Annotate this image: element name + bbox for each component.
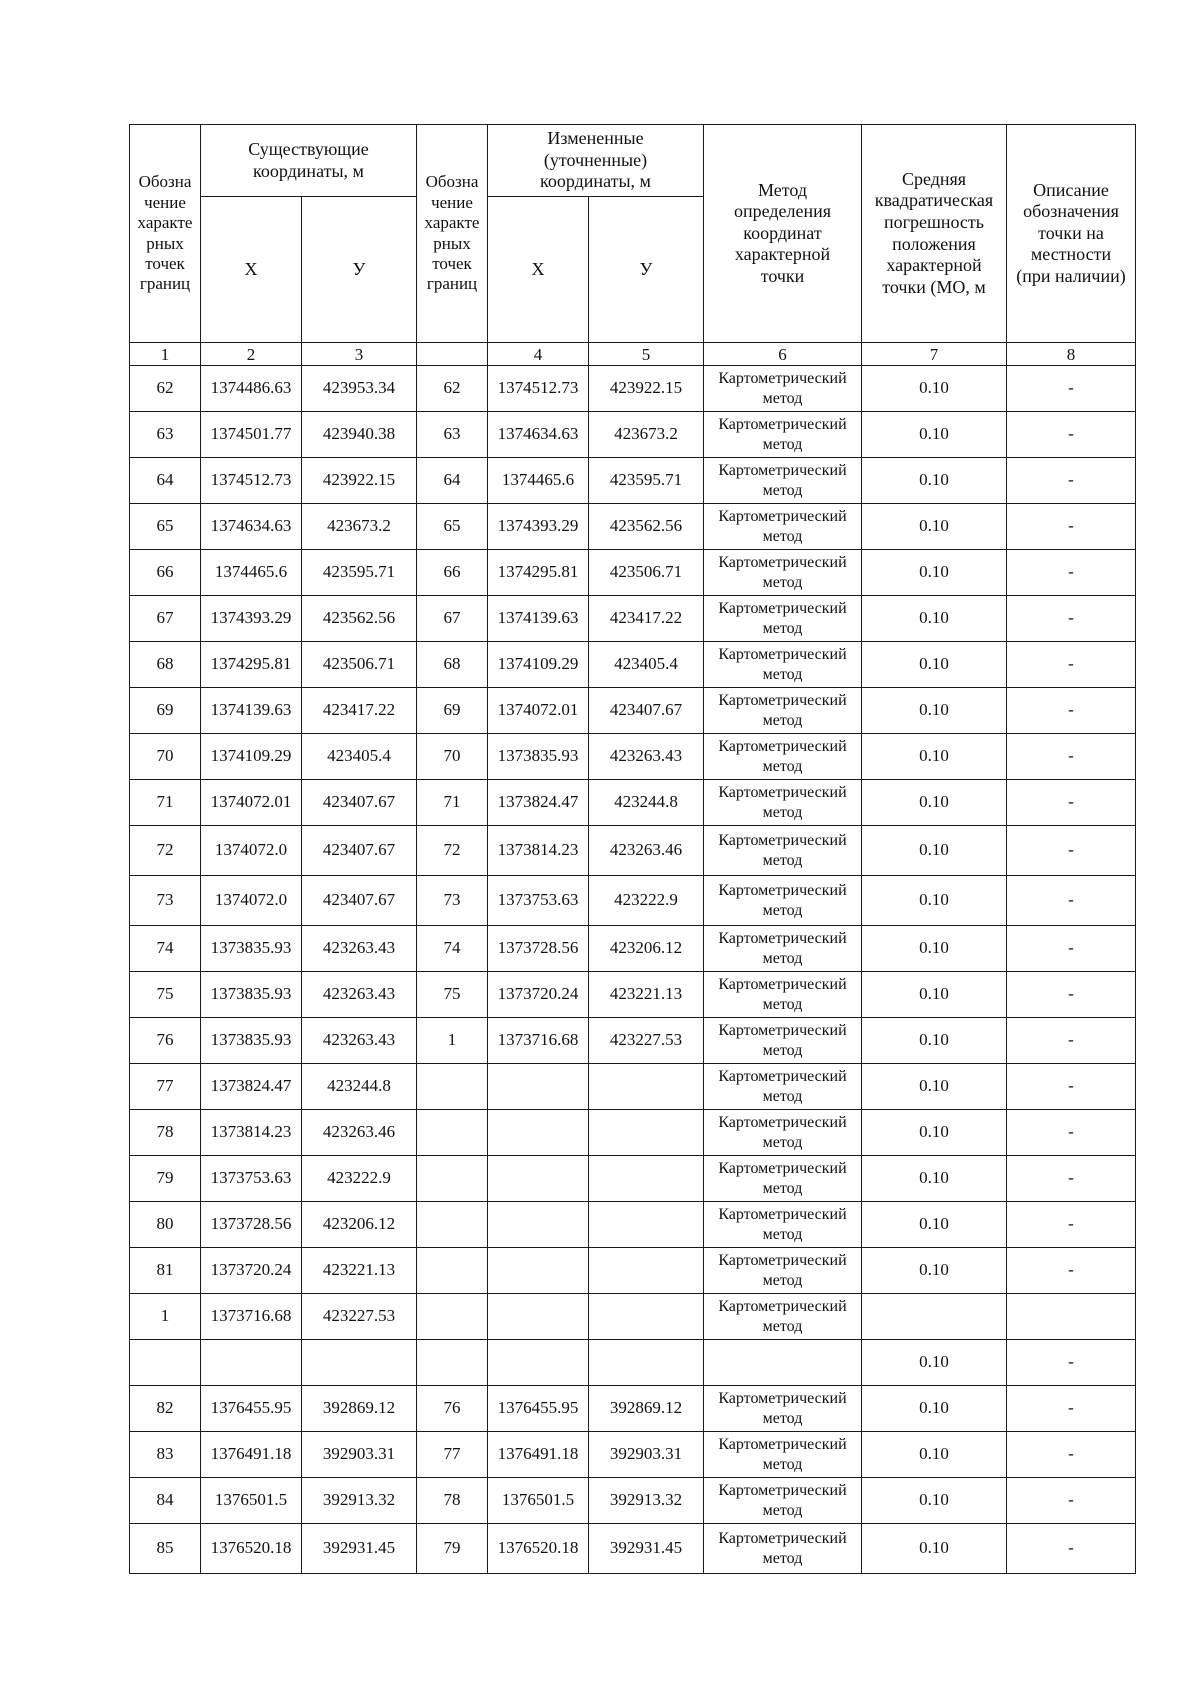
table-row (130, 366, 1136, 412)
mean-error-value: 0.10 (862, 642, 1007, 688)
point-number-before: 62 (130, 366, 201, 412)
table-row (130, 780, 1136, 826)
existing-y-value (302, 1340, 417, 1386)
point-number-after (417, 1294, 488, 1340)
description-value: - (1007, 1110, 1136, 1156)
point-number-after (417, 1248, 488, 1294)
mean-error-value: 0.10 (862, 1064, 1007, 1110)
description-value: - (1007, 366, 1136, 412)
table-row (130, 550, 1136, 596)
mean-error-value: 0.10 (862, 458, 1007, 504)
mean-error-value: 0.10 (862, 972, 1007, 1018)
changed-x-value: 1376491.18 (488, 1432, 589, 1478)
mean-error-value: 0.10 (862, 1248, 1007, 1294)
header-existing-y: У (302, 197, 417, 343)
point-number-before: 63 (130, 412, 201, 458)
point-number-after (417, 1064, 488, 1110)
mean-error-value: 0.10 (862, 1110, 1007, 1156)
description-value (1007, 1294, 1136, 1340)
changed-y-value: 423922.15 (589, 366, 704, 412)
description-value: - (1007, 642, 1136, 688)
changed-y-value: 392869.12 (589, 1386, 704, 1432)
changed-x-value (488, 1156, 589, 1202)
existing-x-value: 1374465.6 (201, 550, 302, 596)
existing-y-value: 423227.53 (302, 1294, 417, 1340)
point-number-before: 71 (130, 780, 201, 826)
mean-error-value: 0.10 (862, 1524, 1007, 1574)
point-number-before: 85 (130, 1524, 201, 1574)
table-row (130, 642, 1136, 688)
table-body (130, 366, 1136, 1574)
header-changed-coords: Измененные (уточненные) координаты, м (488, 125, 704, 197)
description-value: - (1007, 1018, 1136, 1064)
changed-x-value: 1376455.95 (488, 1386, 589, 1432)
mean-error-value: 0.10 (862, 780, 1007, 826)
column-number: 4 (488, 343, 589, 366)
table-row (130, 504, 1136, 550)
existing-x-value: 1374634.63 (201, 504, 302, 550)
column-number (417, 343, 488, 366)
point-number-after: 65 (417, 504, 488, 550)
table-row (130, 1248, 1136, 1294)
changed-x-value: 1374512.73 (488, 366, 589, 412)
point-number-before: 68 (130, 642, 201, 688)
existing-y-value: 423953.34 (302, 366, 417, 412)
column-number: 6 (704, 343, 862, 366)
method-value: Картометрический метод (704, 1110, 862, 1156)
table-row (130, 1340, 1136, 1386)
existing-y-value: 423263.43 (302, 926, 417, 972)
existing-y-value: 423417.22 (302, 688, 417, 734)
method-value: Картометрический метод (704, 1432, 862, 1478)
changed-y-value (589, 1110, 704, 1156)
changed-y-value: 423206.12 (589, 926, 704, 972)
existing-x-value: 1374501.77 (201, 412, 302, 458)
changed-y-value: 423244.8 (589, 780, 704, 826)
point-number-before: 82 (130, 1386, 201, 1432)
changed-x-value (488, 1248, 589, 1294)
method-value: Картометрический метод (704, 826, 862, 876)
table-row (130, 876, 1136, 926)
method-value: Картометрический метод (704, 642, 862, 688)
changed-x-value: 1373720.24 (488, 972, 589, 1018)
description-value: - (1007, 780, 1136, 826)
existing-x-value: 1376501.5 (201, 1478, 302, 1524)
description-value: - (1007, 412, 1136, 458)
point-number-after: 76 (417, 1386, 488, 1432)
header-changed-x: X (488, 197, 589, 343)
description-value: - (1007, 1248, 1136, 1294)
point-number-after: 63 (417, 412, 488, 458)
point-number-after: 78 (417, 1478, 488, 1524)
changed-y-value: 423417.22 (589, 596, 704, 642)
existing-y-value: 423407.67 (302, 876, 417, 926)
table-row (130, 926, 1136, 972)
method-value: Картометрический метод (704, 458, 862, 504)
point-number-before: 76 (130, 1018, 201, 1064)
changed-y-value: 423595.71 (589, 458, 704, 504)
point-number-before: 66 (130, 550, 201, 596)
table-row (130, 1064, 1136, 1110)
point-number-after: 74 (417, 926, 488, 972)
existing-y-value: 392903.31 (302, 1432, 417, 1478)
table-row (130, 1202, 1136, 1248)
changed-y-value: 392903.31 (589, 1432, 704, 1478)
description-value: - (1007, 1156, 1136, 1202)
point-number-after: 68 (417, 642, 488, 688)
changed-x-value: 1373814.23 (488, 826, 589, 876)
changed-y-value: 423562.56 (589, 504, 704, 550)
point-number-before: 80 (130, 1202, 201, 1248)
method-value: Картометрический метод (704, 926, 862, 972)
mean-error-value: 0.10 (862, 366, 1007, 412)
method-value: Картометрический метод (704, 876, 862, 926)
description-value: - (1007, 826, 1136, 876)
changed-x-value (488, 1340, 589, 1386)
point-number-before: 73 (130, 876, 201, 926)
method-value: Картометрический метод (704, 734, 862, 780)
point-number-before: 1 (130, 1294, 201, 1340)
changed-x-value: 1374295.81 (488, 550, 589, 596)
existing-y-value: 423244.8 (302, 1064, 417, 1110)
changed-y-value: 423227.53 (589, 1018, 704, 1064)
method-value: Картометрический метод (704, 412, 862, 458)
changed-y-value: 423407.67 (589, 688, 704, 734)
existing-x-value: 1373835.93 (201, 926, 302, 972)
description-value: - (1007, 926, 1136, 972)
column-number-row (130, 343, 1136, 366)
changed-y-value: 423263.46 (589, 826, 704, 876)
point-number-before: 70 (130, 734, 201, 780)
mean-error-value: 0.10 (862, 1386, 1007, 1432)
changed-x-value (488, 1110, 589, 1156)
description-value: - (1007, 458, 1136, 504)
changed-y-value (589, 1156, 704, 1202)
table-row (130, 1110, 1136, 1156)
method-value: Картометрический метод (704, 596, 862, 642)
existing-y-value: 423221.13 (302, 1248, 417, 1294)
table-row (130, 826, 1136, 876)
table-row (130, 734, 1136, 780)
description-value: - (1007, 1478, 1136, 1524)
method-value: Картометрический метод (704, 504, 862, 550)
changed-x-value (488, 1202, 589, 1248)
changed-x-value: 1373824.47 (488, 780, 589, 826)
existing-x-value: 1373753.63 (201, 1156, 302, 1202)
mean-error-value: 0.10 (862, 1478, 1007, 1524)
changed-x-value: 1373753.63 (488, 876, 589, 926)
changed-y-value (589, 1202, 704, 1248)
changed-y-value: 392931.45 (589, 1524, 704, 1574)
changed-y-value (589, 1294, 704, 1340)
point-number-after (417, 1156, 488, 1202)
point-number-before: 67 (130, 596, 201, 642)
description-value: - (1007, 1202, 1136, 1248)
changed-x-value: 1373835.93 (488, 734, 589, 780)
point-number-after: 79 (417, 1524, 488, 1574)
mean-error-value: 0.10 (862, 412, 1007, 458)
point-number-after: 77 (417, 1432, 488, 1478)
mean-error-value: 0.10 (862, 1018, 1007, 1064)
header-mean-error: Средняя квадратическая погрешность положения характерной точки (МО, м (862, 125, 1007, 343)
changed-x-value: 1376520.18 (488, 1524, 589, 1574)
existing-y-value: 423407.67 (302, 826, 417, 876)
point-number-after: 71 (417, 780, 488, 826)
changed-x-value: 1374139.63 (488, 596, 589, 642)
existing-x-value: 1374072.01 (201, 780, 302, 826)
mean-error-value: 0.10 (862, 826, 1007, 876)
existing-y-value: 423263.43 (302, 972, 417, 1018)
mean-error-value: 0.10 (862, 550, 1007, 596)
table-row (130, 972, 1136, 1018)
changed-x-value: 1374109.29 (488, 642, 589, 688)
point-number-before: 84 (130, 1478, 201, 1524)
existing-x-value: 1373824.47 (201, 1064, 302, 1110)
point-number-before: 69 (130, 688, 201, 734)
description-value: - (1007, 1524, 1136, 1574)
header-changed-y: У (589, 197, 704, 343)
existing-y-value: 423206.12 (302, 1202, 417, 1248)
description-value: - (1007, 688, 1136, 734)
description-value: - (1007, 550, 1136, 596)
point-number-after: 70 (417, 734, 488, 780)
column-number: 7 (862, 343, 1007, 366)
method-value: Картометрический метод (704, 1064, 862, 1110)
existing-y-value: 392869.12 (302, 1386, 417, 1432)
changed-y-value: 423263.43 (589, 734, 704, 780)
changed-x-value: 1373728.56 (488, 926, 589, 972)
mean-error-value: 0.10 (862, 504, 1007, 550)
changed-y-value: 423673.2 (589, 412, 704, 458)
point-number-after: 73 (417, 876, 488, 926)
table-row (130, 412, 1136, 458)
description-value: - (1007, 596, 1136, 642)
changed-x-value: 1376501.5 (488, 1478, 589, 1524)
table-row (130, 1432, 1136, 1478)
method-value: Картометрический метод (704, 1524, 862, 1574)
method-value: Картометрический метод (704, 1018, 862, 1064)
mean-error-value: 0.10 (862, 734, 1007, 780)
table-row (130, 596, 1136, 642)
existing-y-value: 423940.38 (302, 412, 417, 458)
point-number-before: 81 (130, 1248, 201, 1294)
existing-x-value: 1373835.93 (201, 1018, 302, 1064)
point-number-after (417, 1340, 488, 1386)
method-value: Картометрический метод (704, 1156, 862, 1202)
header-method: Метод определения координат характерной точки (704, 125, 862, 343)
table-row (130, 458, 1136, 504)
changed-y-value: 392913.32 (589, 1478, 704, 1524)
mean-error-value: 0.10 (862, 926, 1007, 972)
point-number-before: 72 (130, 826, 201, 876)
point-number-before: 79 (130, 1156, 201, 1202)
point-number-after: 66 (417, 550, 488, 596)
method-value (704, 1340, 862, 1386)
point-number-after (417, 1110, 488, 1156)
existing-y-value: 423405.4 (302, 734, 417, 780)
changed-y-value (589, 1064, 704, 1110)
existing-x-value: 1374109.29 (201, 734, 302, 780)
mean-error-value: 0.10 (862, 596, 1007, 642)
existing-x-value: 1374072.0 (201, 876, 302, 926)
changed-y-value: 423222.9 (589, 876, 704, 926)
point-number-before (130, 1340, 201, 1386)
method-value: Картометрический метод (704, 366, 862, 412)
changed-x-value: 1373716.68 (488, 1018, 589, 1064)
description-value: - (1007, 876, 1136, 926)
existing-y-value: 423595.71 (302, 550, 417, 596)
mean-error-value: 0.10 (862, 1432, 1007, 1478)
table-row (130, 1524, 1136, 1574)
existing-x-value: 1374139.63 (201, 688, 302, 734)
mean-error-value: 0.10 (862, 1340, 1007, 1386)
existing-y-value: 423922.15 (302, 458, 417, 504)
changed-x-value (488, 1064, 589, 1110)
column-number: 1 (130, 343, 201, 366)
method-value: Картометрический метод (704, 1478, 862, 1524)
point-number-before: 83 (130, 1432, 201, 1478)
mean-error-value (862, 1294, 1007, 1340)
method-value: Картометрический метод (704, 1386, 862, 1432)
changed-y-value (589, 1248, 704, 1294)
existing-x-value: 1373716.68 (201, 1294, 302, 1340)
point-number-after: 1 (417, 1018, 488, 1064)
method-value: Картометрический метод (704, 1202, 862, 1248)
point-number-before: 74 (130, 926, 201, 972)
existing-x-value (201, 1340, 302, 1386)
method-value: Картометрический метод (704, 688, 862, 734)
column-number: 2 (201, 343, 302, 366)
description-value: - (1007, 972, 1136, 1018)
point-number-before: 64 (130, 458, 201, 504)
table-row (130, 1156, 1136, 1202)
changed-y-value: 423506.71 (589, 550, 704, 596)
column-number: 8 (1007, 343, 1136, 366)
table-row (130, 1294, 1136, 1340)
point-number-before: 65 (130, 504, 201, 550)
existing-x-value: 1376520.18 (201, 1524, 302, 1574)
existing-x-value: 1373728.56 (201, 1202, 302, 1248)
existing-y-value: 423506.71 (302, 642, 417, 688)
method-value: Картометрический метод (704, 550, 862, 596)
existing-x-value: 1374486.63 (201, 366, 302, 412)
existing-y-value: 423407.67 (302, 780, 417, 826)
existing-y-value: 423562.56 (302, 596, 417, 642)
point-number-after: 75 (417, 972, 488, 1018)
point-number-before: 78 (130, 1110, 201, 1156)
existing-x-value: 1373720.24 (201, 1248, 302, 1294)
changed-y-value: 423221.13 (589, 972, 704, 1018)
mean-error-value: 0.10 (862, 688, 1007, 734)
existing-x-value: 1373835.93 (201, 972, 302, 1018)
changed-x-value: 1374465.6 (488, 458, 589, 504)
point-number-after: 72 (417, 826, 488, 876)
existing-y-value: 423263.46 (302, 1110, 417, 1156)
table-header (130, 125, 1136, 366)
coordinates-table (129, 124, 1136, 1574)
point-number-before: 75 (130, 972, 201, 1018)
changed-x-value: 1374634.63 (488, 412, 589, 458)
description-value: - (1007, 734, 1136, 780)
existing-x-value: 1376491.18 (201, 1432, 302, 1478)
column-number: 5 (589, 343, 704, 366)
method-value: Картометрический метод (704, 780, 862, 826)
changed-x-value: 1374393.29 (488, 504, 589, 550)
point-number-after: 69 (417, 688, 488, 734)
existing-y-value: 423673.2 (302, 504, 417, 550)
existing-x-value: 1376455.95 (201, 1386, 302, 1432)
existing-x-value: 1374295.81 (201, 642, 302, 688)
header-existing-coords: Существующие координаты, м (201, 125, 417, 197)
description-value: - (1007, 504, 1136, 550)
existing-y-value: 423263.43 (302, 1018, 417, 1064)
mean-error-value: 0.10 (862, 1156, 1007, 1202)
existing-x-value: 1374512.73 (201, 458, 302, 504)
changed-y-value (589, 1340, 704, 1386)
changed-x-value: 1374072.01 (488, 688, 589, 734)
table-row (130, 688, 1136, 734)
description-value: - (1007, 1386, 1136, 1432)
point-number-after (417, 1202, 488, 1248)
method-value: Картометрический метод (704, 1294, 862, 1340)
changed-x-value (488, 1294, 589, 1340)
point-number-after: 67 (417, 596, 488, 642)
column-number: 3 (302, 343, 417, 366)
header-description: Описание обозначения точки на местности (при наличии) (1007, 125, 1136, 343)
description-value: - (1007, 1340, 1136, 1386)
mean-error-value: 0.10 (862, 1202, 1007, 1248)
description-value: - (1007, 1064, 1136, 1110)
table-row (130, 1018, 1136, 1064)
header-designation-after: Обозна чение характе рных точек границ (417, 125, 488, 343)
point-number-after: 62 (417, 366, 488, 412)
header-designation-before: Обозна чение характе рных точек границ (130, 125, 201, 343)
header-existing-x: X (201, 197, 302, 343)
existing-y-value: 392931.45 (302, 1524, 417, 1574)
description-value: - (1007, 1432, 1136, 1478)
point-number-before: 77 (130, 1064, 201, 1110)
method-value: Картометрический метод (704, 1248, 862, 1294)
existing-y-value: 392913.32 (302, 1478, 417, 1524)
method-value: Картометрический метод (704, 972, 862, 1018)
existing-x-value: 1374393.29 (201, 596, 302, 642)
existing-x-value: 1374072.0 (201, 826, 302, 876)
existing-y-value: 423222.9 (302, 1156, 417, 1202)
table-row (130, 1478, 1136, 1524)
existing-x-value: 1373814.23 (201, 1110, 302, 1156)
point-number-after: 64 (417, 458, 488, 504)
table-row (130, 1386, 1136, 1432)
changed-y-value: 423405.4 (589, 642, 704, 688)
mean-error-value: 0.10 (862, 876, 1007, 926)
